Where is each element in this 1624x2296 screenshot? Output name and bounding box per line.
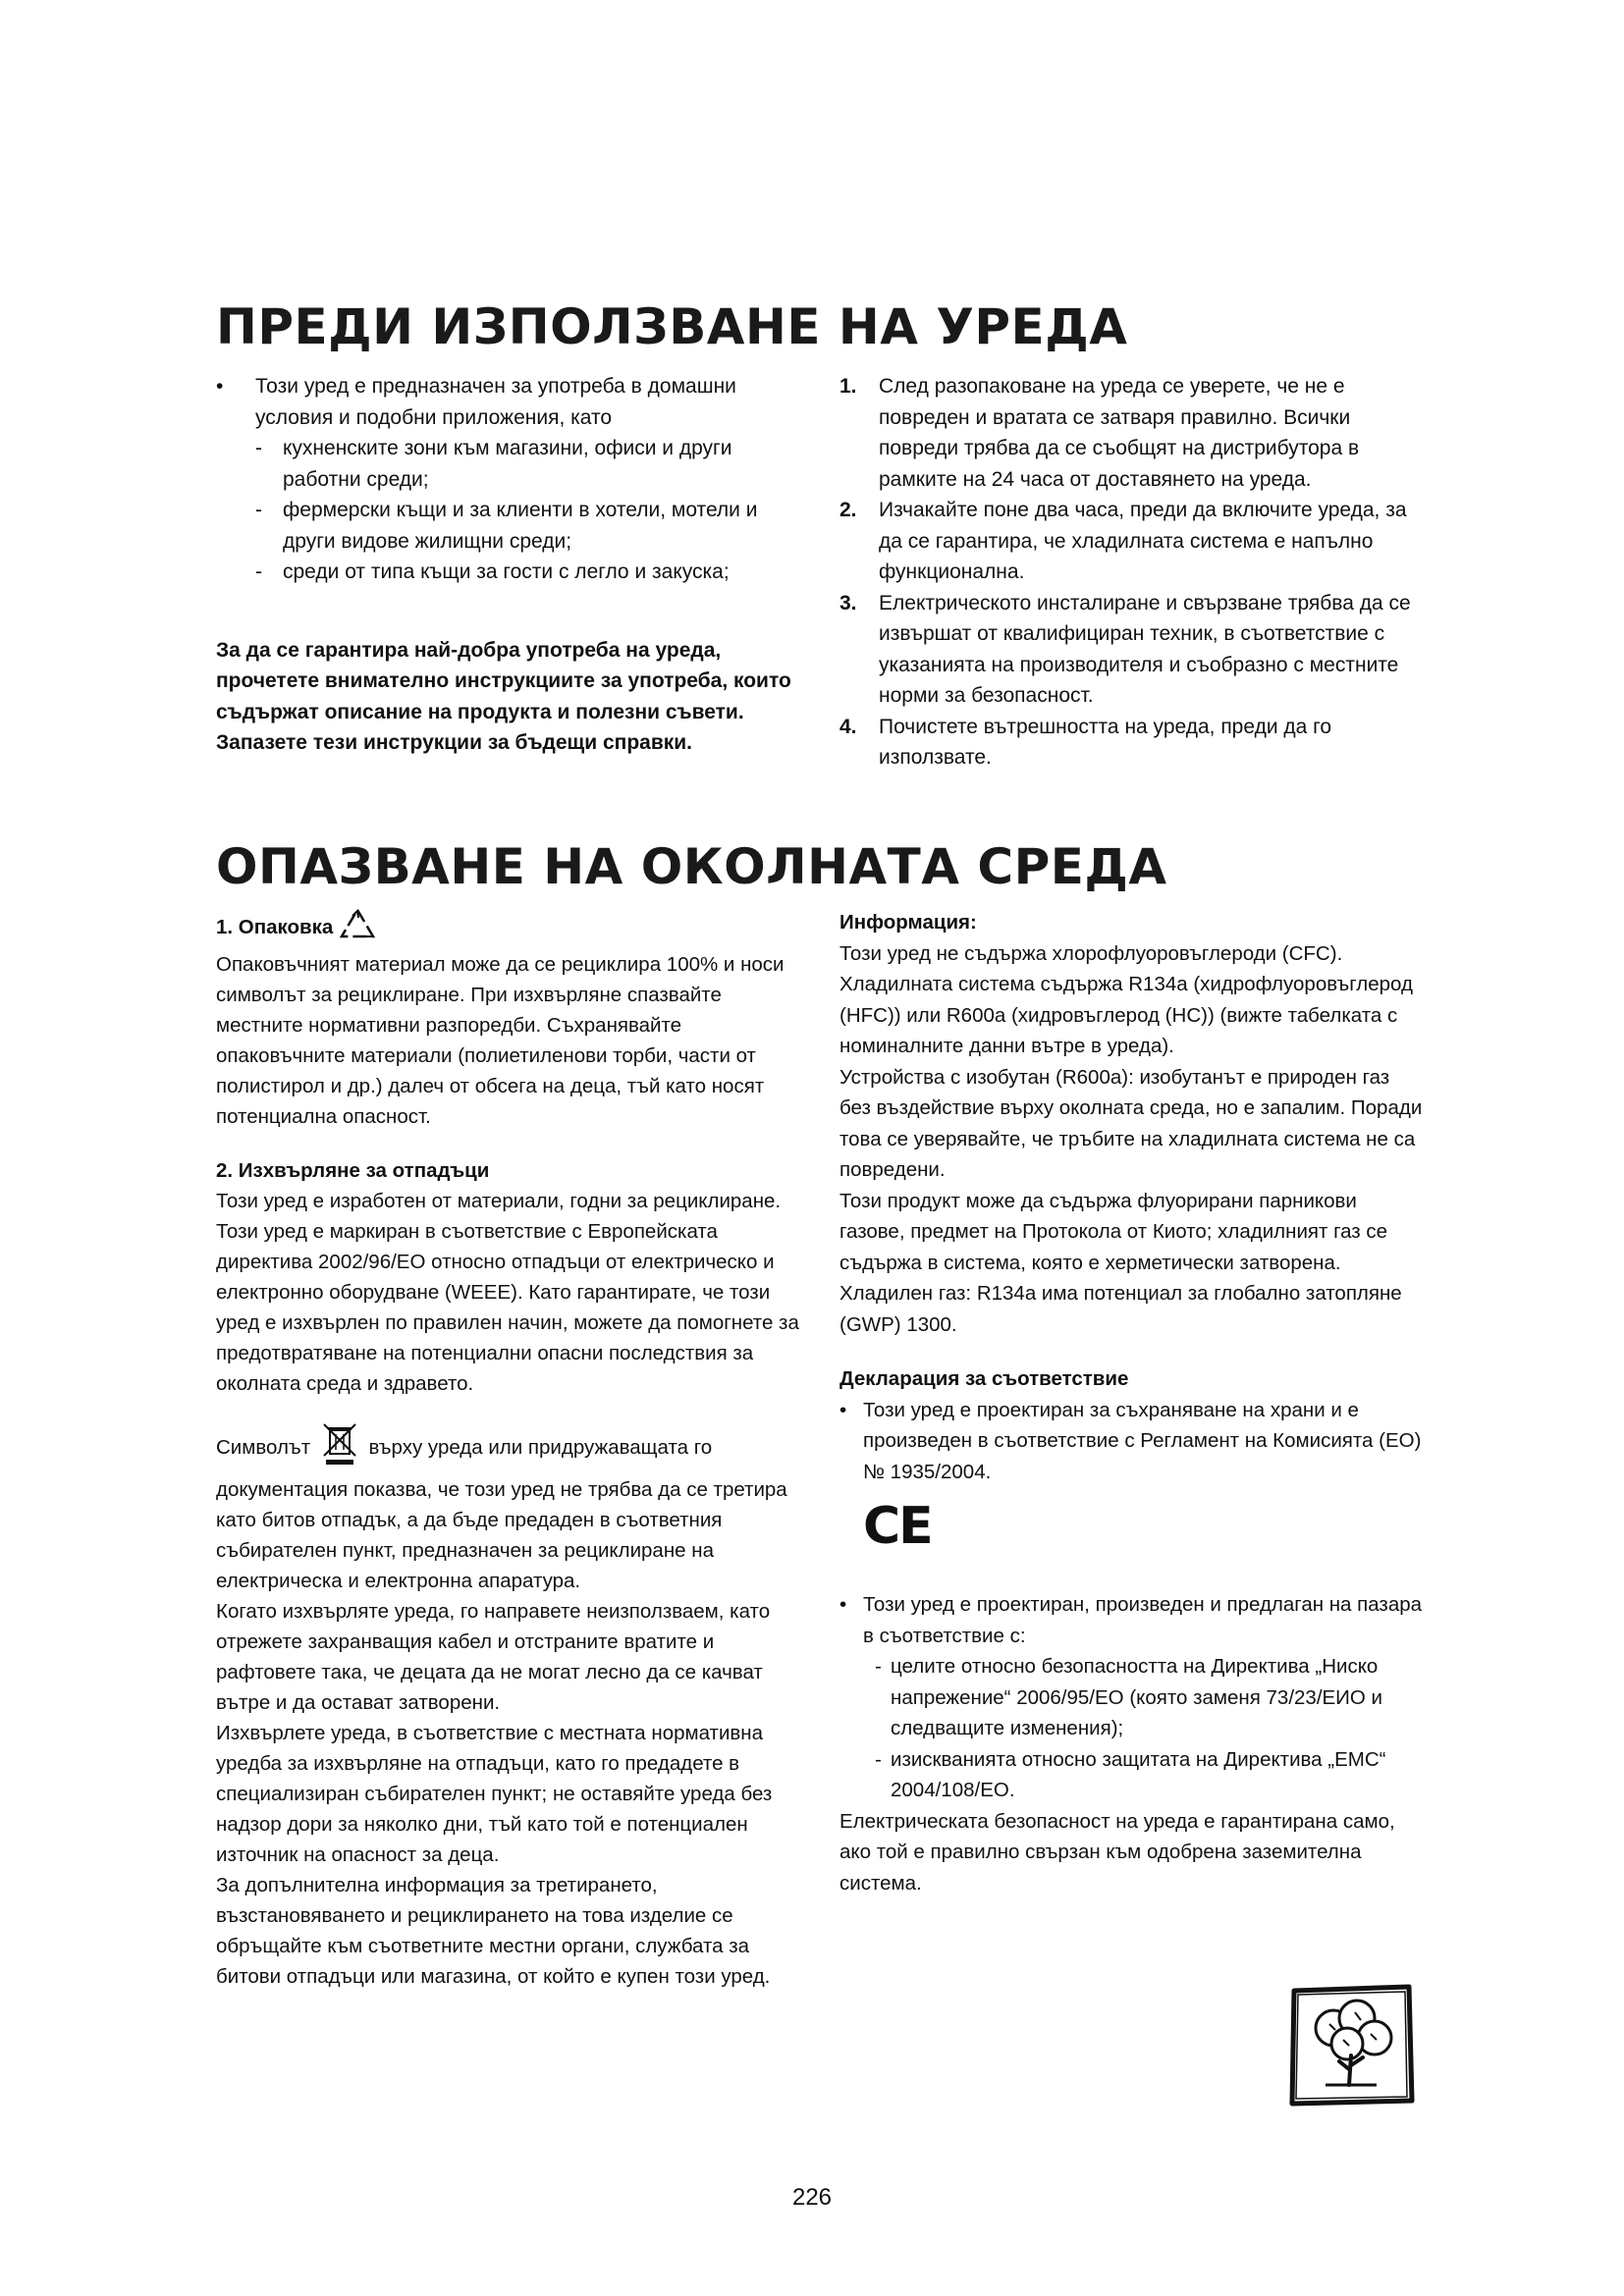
directive-text: изискванията относно защитата на Директива „EMC“ 2004/108/ЕО. [891,1747,1386,1801]
dash-icon: - [255,499,262,521]
disposal-text: Изхвърлете уреда, в съответствие с местната нормативна уредба за изхвърляне на отпадъци, като го предадете в специализиран събирателен пункт; не оставяйте уреда без надзор дори за няколко дни, тъй като той е потенциален източник на опасност за деца. [216,1722,773,1866]
disposal-text: Този уред е маркиран в съответствие с Европейската директива 2002/96/ЕО относно отпадъци от електрическо и електронно оборудване (WEEE). Като гарантирате, че този уред е изхвърлен по правилен начин, можете да помогнете за предотвратяване на потенциални опасни последствия за околната среда и здравето. [216,1220,799,1395]
recycle-triangle-icon [339,907,376,949]
use-item-text: кухненските зони към магазини, офиси и други работни среди; [283,437,732,491]
step-number: 1. [839,375,857,398]
disposal-heading: 2. Изхвърляне за отпадъци [216,1159,490,1182]
disposal-text: Този уред е изработен от материали, годни за рециклиране. [216,1190,782,1212]
declaration-text: Този уред е проектиран, произведен и предлаган на пазара в съответствие с: [863,1593,1423,1647]
disposal-text: Когато изхвърляте уреда, го направете неизползваем, като отрежете захранващия кабел и отстраните вратите и рафтовете така, че децата да не могат лесно да се качват вътре и да остават затворени. [216,1600,771,1714]
declaration-heading: Декларация за съответствие [839,1367,1129,1390]
before-use-left-column [216,371,805,759]
step-number: 2. [839,499,857,521]
keep-instructions-note: Запазете тези инструкции за бъдещи справки. [216,731,693,754]
use-item [216,433,805,495]
step-number: 3. [839,591,857,614]
environment-right-column [839,907,1424,1898]
spacer [839,1566,1424,1589]
spacer [216,588,805,635]
setup-step [839,495,1419,588]
use-item-text: среди от типа къщи за гости с легло и закуска; [283,561,730,583]
dash-icon: - [255,437,262,459]
info-text: Този продукт може да съдържа флуорирани парникови газове, предмет на Протокола от Киото; хладилният газ се съдържа в система, която е херметически затворена. [839,1189,1388,1274]
symbol-description: върху уреда или придружаващата го документация показва, че този уред не трябва да се третира като битов отпадък, а да бъде предаден в съответния събирателен пункт, предназначен за рециклиране на електрическа и електронна апаратура. [216,1435,787,1592]
packaging-text: Опаковъчният материал може да се рециклира 100% и носи символът за рециклиране. При изхвърляне спазвайте местните нормативни разпоредби. Съхранявайте опаковъчните материали (полиетиленови торби, части от полистирол и др.) далеч от обсега на деца, тъй като носят потенциална опасност. [216,953,785,1128]
info-text: Хладилен газ: R134a има потенциал за глобално затопляне (GWP) 1300. [839,1282,1402,1336]
crossed-out-bin-icon [320,1422,359,1474]
bullet-dot-icon: • [839,1593,847,1616]
declaration-bullet [839,1395,1424,1488]
step-text: Електрическото инсталиране и свързване трябва да се извършат от квалифициран техник, в съответствие с указанията на производителя и съобразно с местните норми за безопасност. [879,591,1411,707]
directive-text: целите относно безопасността на Директива „Ниско напрежение“ 2006/95/ЕО (която заменя 73/23/ЕИО и следващите изменения); [891,1655,1383,1739]
setup-step [839,371,1419,495]
symbol-word: Символът [216,1435,311,1459]
step-text: Почистете вътрешността на уреда, преди да го използвате. [879,715,1332,769]
dash-icon: - [875,1747,882,1771]
directive-item [839,1651,1424,1744]
use-item-text: фермерски къщи и за клиенти в хотели, мотели и други видове жилищни среди; [283,499,758,553]
info-heading: Информация: [839,911,977,934]
step-text: След разопаковане на уреда се уверете, че не е повреден и вратата се затваря правилно. Всички повреди трябва да се съобщят на дистрибутора в рамките на 24 часа от доставянето на уреда. [879,375,1360,491]
setup-steps-list [839,371,1419,774]
directive-item [839,1744,1424,1806]
spacer [216,1132,805,1155]
setup-step [839,712,1419,774]
electrical-safety-text: Електрическата безопасност на уреда е гарантирана само, ако той е правилно свързан към одобрена заземителна система. [839,1809,1395,1895]
packaging-heading: 1. Опаковка [216,915,334,938]
bullet-dot-icon: • [216,375,224,398]
use-item [216,495,805,557]
info-text: Този уред не съдържа хлорофлуоровъглероди (CFC). Хладилната система съдържа R134a (хидрофлуоровъглерод (HFC)) или R600a (хидровъглерод (HC)) (вижте табелката с номиналните данни вътре в уреда). [839,941,1413,1057]
dash-icon: - [875,1655,882,1678]
declaration-text: Този уред е проектиран за съхраняване на храни и е произведен в съответствие с Регламент на Комисията (ЕО) № 1935/2004. [863,1398,1422,1483]
ce-mark-icon [839,1487,1424,1566]
step-number: 4. [839,715,857,738]
use-item [216,557,805,588]
read-instructions-note: За да се гарантира най-добра употреба на уреда, прочетете внимателно инструкциите за употреба, които съдържат описание на продукта и полезни съвети. [216,638,791,723]
page-number: 226 [791,2184,833,2211]
weee-symbol-paragraph [216,1422,805,1596]
dash-icon: - [255,561,262,583]
eco-tree-icon [1286,1981,1419,2113]
before-use-right-column [839,371,1419,774]
step-text: Изчакайте поне два часа, преди да включите уреда, за да се гарантира, че хладилната система е напълно функционална. [879,499,1407,583]
intended-use-bullet [216,371,805,433]
environment-left-column [216,907,805,1992]
info-text: Устройства с изобутан (R600a): изобутанът е природен газ без въздействие върху околната среда, но е запалим. Поради това се уверявайте, че тръбите на хладилната система не са повредени. [839,1065,1423,1181]
ce-mark-text: CE [863,1497,932,1556]
packaging-heading-line [216,907,805,949]
disposal-text: За допълнителна информация за третирането, възстановяването и рециклирането на това изделие се обръщайте към съответните местни органи, службата за битови отпадъци или магазина, от който е купен този уред. [216,1874,771,1988]
section-title-before-use: ПРЕДИ ИЗПОЛЗВАНЕ НА УРЕДА [216,298,1128,355]
spacer [216,1399,805,1422]
declaration-bullet [839,1589,1424,1651]
setup-step [839,588,1419,712]
spacer [839,1340,1424,1363]
section-title-environment: ОПАЗВАНЕ НА ОКОЛНАТА СРЕДА [216,838,1167,895]
bullet-dot-icon: • [839,1398,847,1421]
intended-use-text: Този уред е предназначен за употреба в домашни условия и подобни приложения, като [255,375,736,429]
